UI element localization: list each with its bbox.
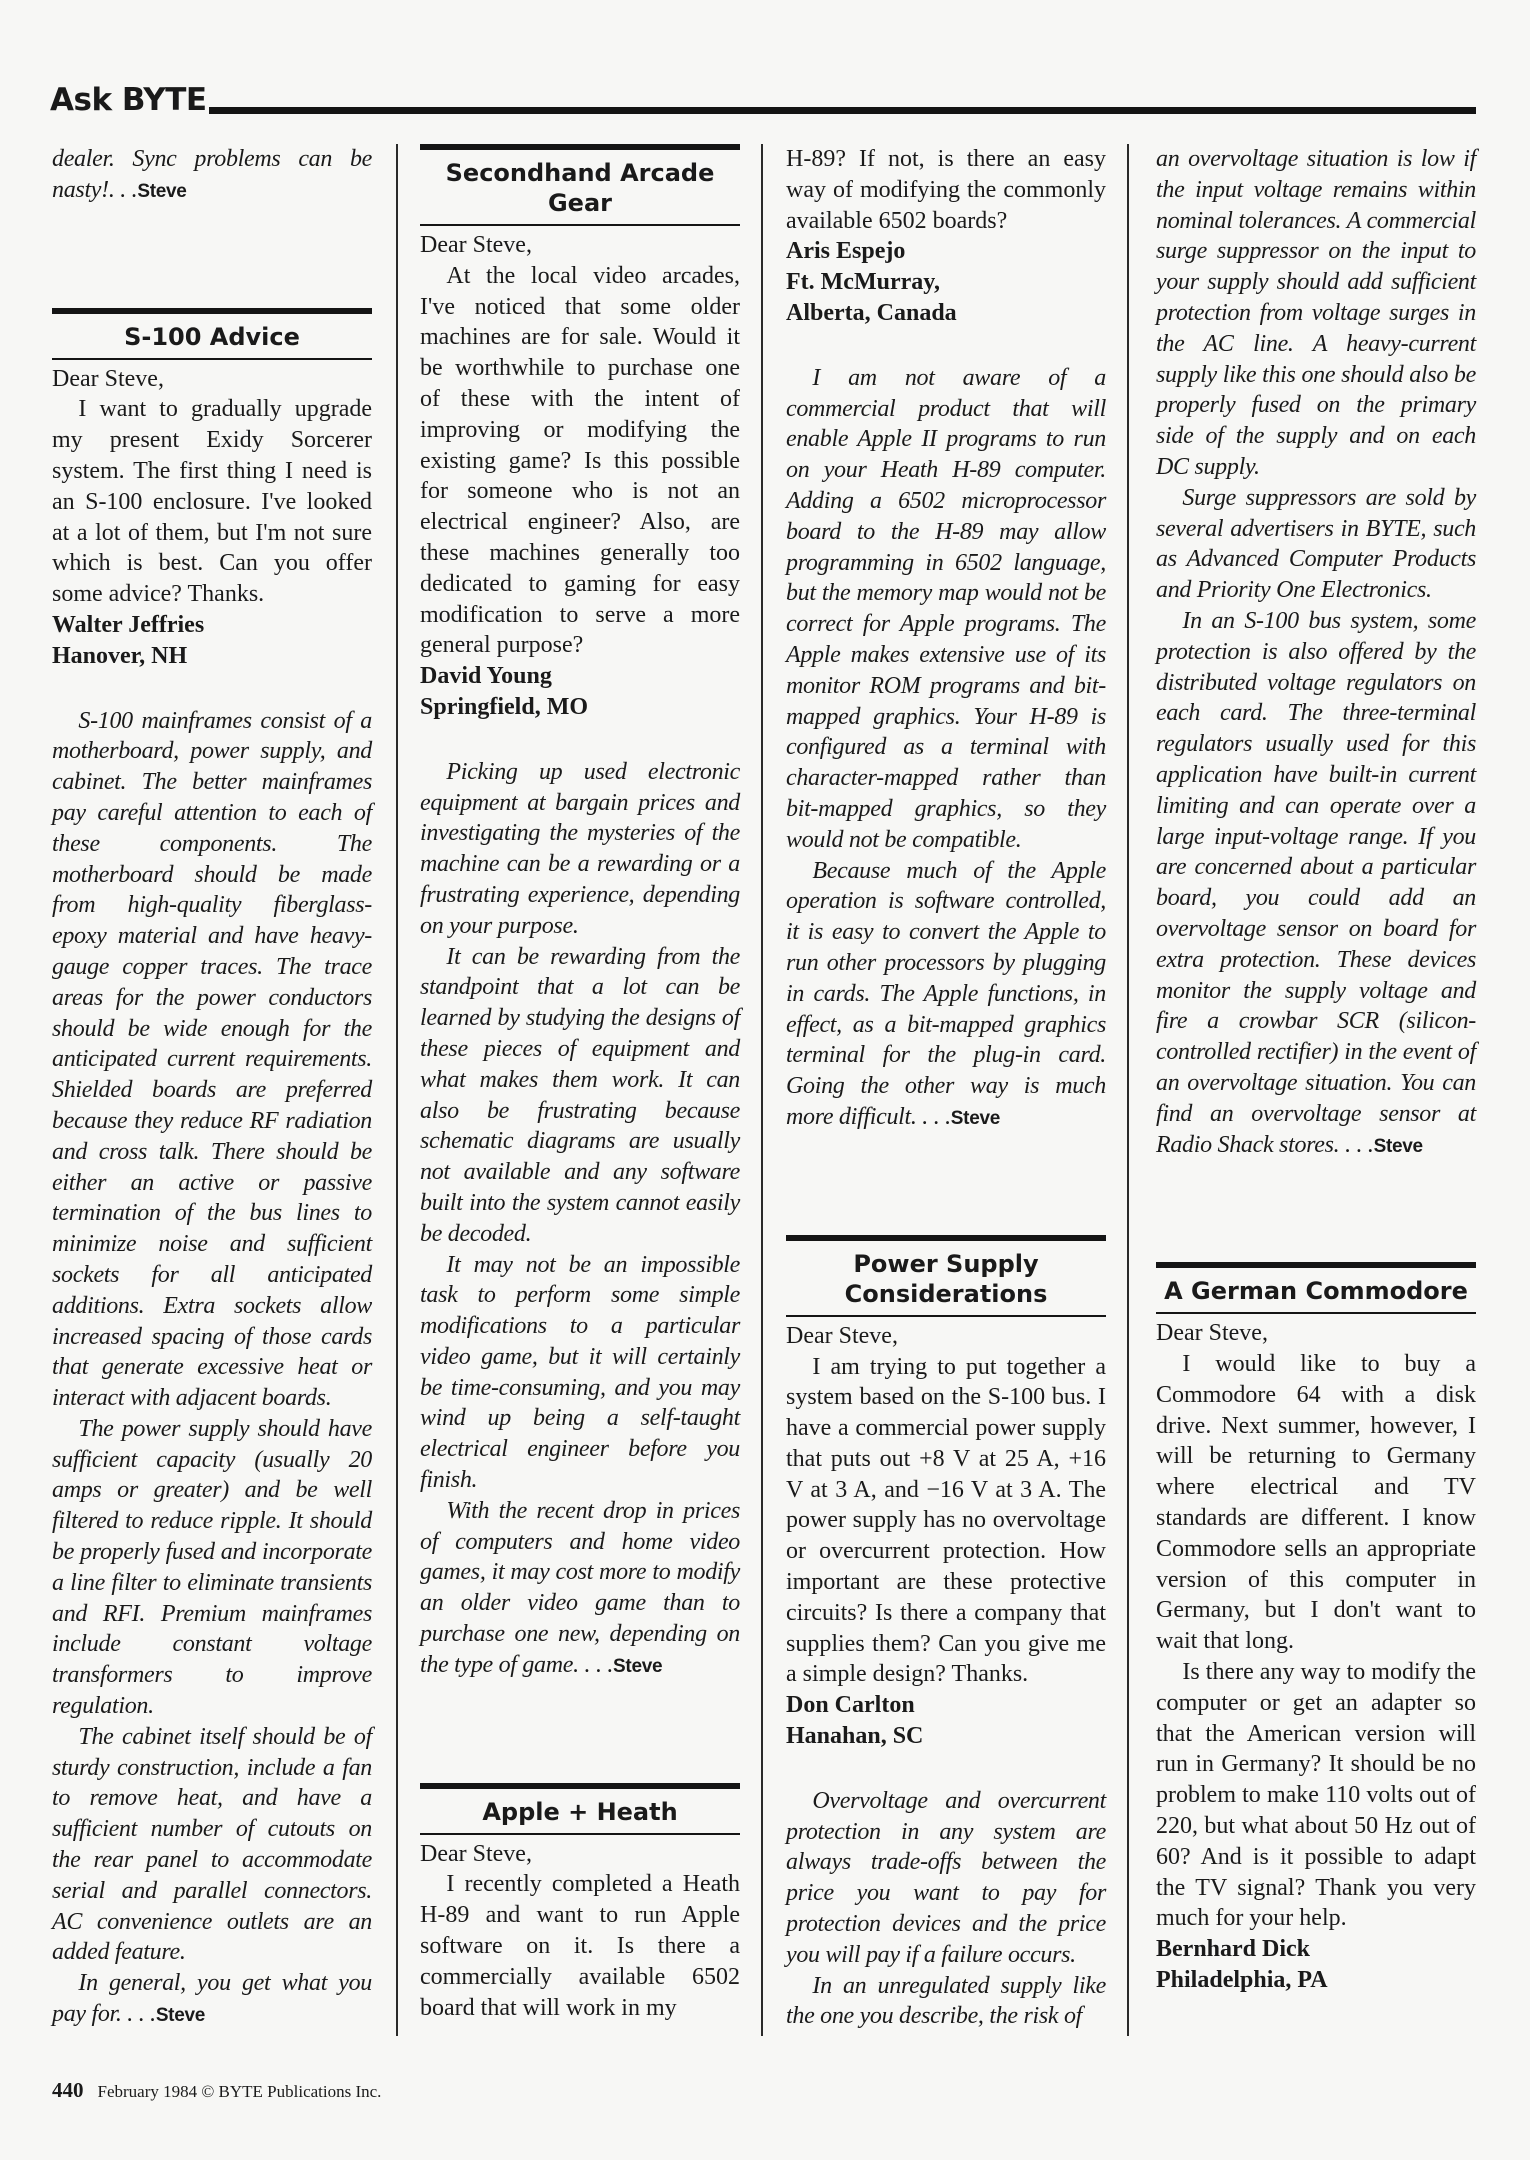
reply-paragraph: [786, 1971, 1106, 2033]
reply-signature: Steve: [950, 1107, 1000, 1129]
column-3: [786, 144, 1106, 2032]
column-divider: [1127, 144, 1129, 2036]
reply-paragraph: [420, 942, 740, 1250]
letter-paragraph: I recently completed a Heath H-89 and want to run Apple software on it. Is there a commercially available 6502 board that will work in my: [420, 1871, 740, 2021]
reply-text: Surge suppressors are sold by several advertisers in BYTE, such as Advanced Computer Products and Priority One Electronics.: [1156, 484, 1476, 604]
salutation: Dear Steve,: [420, 232, 532, 258]
reply-signature: Steve: [137, 180, 187, 202]
letter-signature: [52, 610, 372, 672]
letter-heading: Secondhand Arcade Gear: [420, 144, 740, 226]
letter-paragraph: I want to gradually upgrade my present Exidy Sorcerer system. The first thing I need is an S-100 enclosure. I've looked at a lot of them, but I'm not sure which is best. Can you offer some advice? Thanks.: [52, 396, 372, 608]
letter-signature: [1156, 1934, 1476, 1996]
header-rule: [209, 107, 1476, 114]
letter-paragraph: I am trying to put together a system based on the S-100 bus. I have a commercial power supply that puts out +8 V at 25 A, +16 V at 3 A, and −16 V at 3 A. The power supply has no overvoltage or overcurrent protection. How important are these protective circuits? Is there a company that supplies them? Can you give me a simple design? Thanks.: [786, 1353, 1106, 1688]
reply-text: In an unregulated supply like the one you describe, the risk of: [786, 1972, 1106, 2030]
column-divider: [396, 144, 398, 2036]
signature-line: Philadelphia, PA: [1156, 1967, 1328, 1994]
signature-line: Bernhard Dick: [1156, 1936, 1311, 1963]
salutation: Dear Steve,: [786, 1322, 898, 1349]
reply-paragraph: [1156, 483, 1476, 606]
reply-paragraph: [786, 363, 1106, 856]
reply-text: In general, you get what you pay for. . . .: [52, 1970, 372, 2028]
letter-heading: Power Supply Considerations: [786, 1235, 1106, 1317]
reply-text: The cabinet itself should be of sturdy construction, include a fan to remove heat, and have a sufficient number of cutouts on the rear panel to accommodate serial and parallel connectors. AC convenience outlets are an added feature.: [52, 1723, 372, 1966]
letter-paragraph: I would like to buy a Commodore 64 with a disk drive. Next summer, however, I will be returning to Germany where electrical and TV standards are different. I know Commodore sells an appropriate version of this computer in Germany, but I don't want to wait that long.: [1156, 1351, 1476, 1655]
reply-paragraph: [1156, 606, 1476, 1162]
letter-signature: [420, 661, 740, 723]
reply-paragraph: [52, 1722, 372, 1968]
reply-paragraph: [786, 1786, 1106, 1971]
salutation: Dear Steve,: [1156, 1320, 1268, 1347]
reply-paragraph: [52, 1968, 372, 2032]
signature-line: Walter Jeffries: [52, 611, 205, 638]
letter-paragraph: Is there any way to modify the computer or get an adapter so that the American version will run in Germany? It should be no problem to make 110 volts out of 220, but what about 50 Hz out of 60? And is it possible to adapt the TV signal? Thank you very much for your help.: [1156, 1659, 1476, 1932]
letter-paragraph: At the local video arcades, I've noticed that some older machines are for sale. Would it be worthwhile to purchase one of these with the intent of improving or modifying the existing game? Is this possible for someone who is not an electrical engineer? Also, are these machines generally too dedicated to gaming for easy modification to serve a more general purpose?: [420, 262, 740, 659]
letter-signature: [786, 236, 1106, 328]
column-1: [52, 144, 372, 2032]
reply-text: dealer. Sync problems can be nasty!. . .: [52, 146, 372, 203]
reply-text: It can be rewarding from the standpoint that a lot can be learned by studying the designs of these pieces of equipment and what makes them work. It can also be frustrating because schematic diagrams are usually not available and any software built into the system cannot easily be decoded.: [420, 943, 740, 1247]
reply-text: Overvoltage and overcurrent protection in any system are always trade-offs between the price you want to pay for protection devices and the price you will pay if a failure occurs.: [786, 1787, 1106, 1968]
reply-text: S-100 mainframes consist of a motherboard, power supply, and cabinet. The better mainframes pay careful attention to each of these components. The motherboard should be made from high-quality fiberglass-epoxy material and have heavy-gauge copper traces. The trace areas for the power conductors should be wide enough for the anticipated current requirements. Shielded boards are preferred because they reduce RF radiation and cross talk. There should be either an active or passive termination of the bus lines to minimize noise and sufficient sockets for all anticipated additions. Extra sockets allow increased spacing of those cards that generate excessive heat or interact with adjacent boards.: [52, 707, 372, 1412]
reply-signature: Steve: [155, 2005, 206, 2027]
letter-signature: [786, 1690, 1106, 1752]
signature-line: Alberta, Canada: [786, 299, 957, 326]
reply-text: Because much of the Apple operation is software controlled, it is easy to convert the Apple to run other processors by plugging in cards. The Apple functions, in effect, as a bit-mapped graphics terminal for the plug-in card. Going the other way is much more difficult. . . .: [786, 857, 1106, 1130]
letter-heading: S-100 Advice: [52, 308, 372, 360]
reply-signature: Steve: [1373, 1135, 1423, 1157]
reply-text: Picking up used electronic equipment at bargain prices and investigating the mysteries of the machine can be a rewarding or a frustrating experience, depending on your purpose.: [420, 758, 740, 939]
reply-paragraph: [420, 757, 740, 942]
letter-heading: Apple + Heath: [420, 1783, 740, 1835]
salutation: Dear Steve,: [420, 1840, 532, 1867]
signature-line: Springfield, MO: [420, 693, 589, 720]
reply-signature: Steve: [613, 1655, 663, 1677]
column-divider: [761, 144, 763, 2036]
reply-text: With the recent drop in prices of computers and home video games, it may cost more to modify an older video game than to purchase one new, depending on the type of game. . . .: [420, 1497, 740, 1678]
signature-line: Hanahan, SC: [786, 1723, 924, 1750]
reply-text: I am not aware of a commercial product that will enable Apple II programs to run on your Heath H-89 computer. Adding a 6502 microprocessor board to the H-89 may allow programming in 6502 language, but the memory map would not be correct for Apple programs. The Apple makes extensive use of its monitor ROM programs and bit-mapped graphics. Your H-89 is configured as a terminal with character-mapped rather than bit-mapped graphics, so they would not be compatible.: [786, 364, 1106, 853]
column-4: [1156, 144, 1476, 2030]
reply-paragraph: [420, 1496, 740, 1683]
page-footer: [52, 2078, 381, 2103]
reply-text: It may not be an impossible task to perform some simple modifications to a particular video game, but it will certainly be time-consuming, and you may wind up being a self-taught electrical engineer before you finish.: [420, 1251, 740, 1494]
signature-line: Ft. McMurray,: [786, 269, 940, 296]
signature-line: Hanover, NH: [52, 642, 188, 669]
section-header: [50, 72, 1476, 116]
signature-line: Aris Espejo: [786, 238, 906, 265]
section-title: Ask BYTE: [50, 82, 207, 118]
footer-credit: February 1984 © BYTE Publications Inc.: [97, 2082, 382, 2101]
reply-text: The power supply should have sufficient capacity (usually 20 amps or greater) and be well filtered to reduce ripple. It should be properly fused and incorporate a line filter to eliminate transients and RFI. Premium mainframes include constant voltage transformers to improve regulation.: [52, 1415, 372, 1720]
letter-heading: A German Commodore: [1156, 1262, 1476, 1314]
reply-paragraph: [52, 706, 372, 1414]
salutation: Dear Steve,: [52, 365, 164, 392]
reply-paragraph: [52, 1414, 372, 1722]
reply-paragraph: [1156, 144, 1476, 483]
signature-line: Don Carlton: [786, 1692, 915, 1719]
signature-line: David Young: [420, 663, 552, 690]
reply-paragraph: [52, 144, 372, 208]
reply-text: In an S-100 bus system, some protection is also offered by the distributed voltage regulators on each card. The three-terminal regulators usually used for this application have built-in current limiting and can operate over a large input-voltage range. If you are concerned about a particular board, you could add an overvoltage sensor on board for extra protection. These devices monitor the supply voltage and fire a crowbar SCR (silicon-controlled rectifier) in the event of an overvoltage situation. You can find an overvoltage sensor at Radio Shack stores. . . .: [1156, 607, 1476, 1158]
reply-text: an overvoltage situation is low if the input voltage remains within nominal tolerances. A commercial surge suppressor on the input to your supply should add sufficient protection from voltage surges in the AC line. A heavy-current supply like this one should also be properly fused on the primary side of the supply and on each DC supply.: [1156, 146, 1476, 480]
page-number: 440: [52, 2078, 84, 2102]
reply-paragraph: [420, 1250, 740, 1496]
column-2: [420, 144, 740, 2023]
reply-paragraph: [786, 856, 1106, 1135]
letter-paragraph: H-89? If not, is there an easy way of modifying the commonly available 6502 boards?: [786, 146, 1106, 234]
